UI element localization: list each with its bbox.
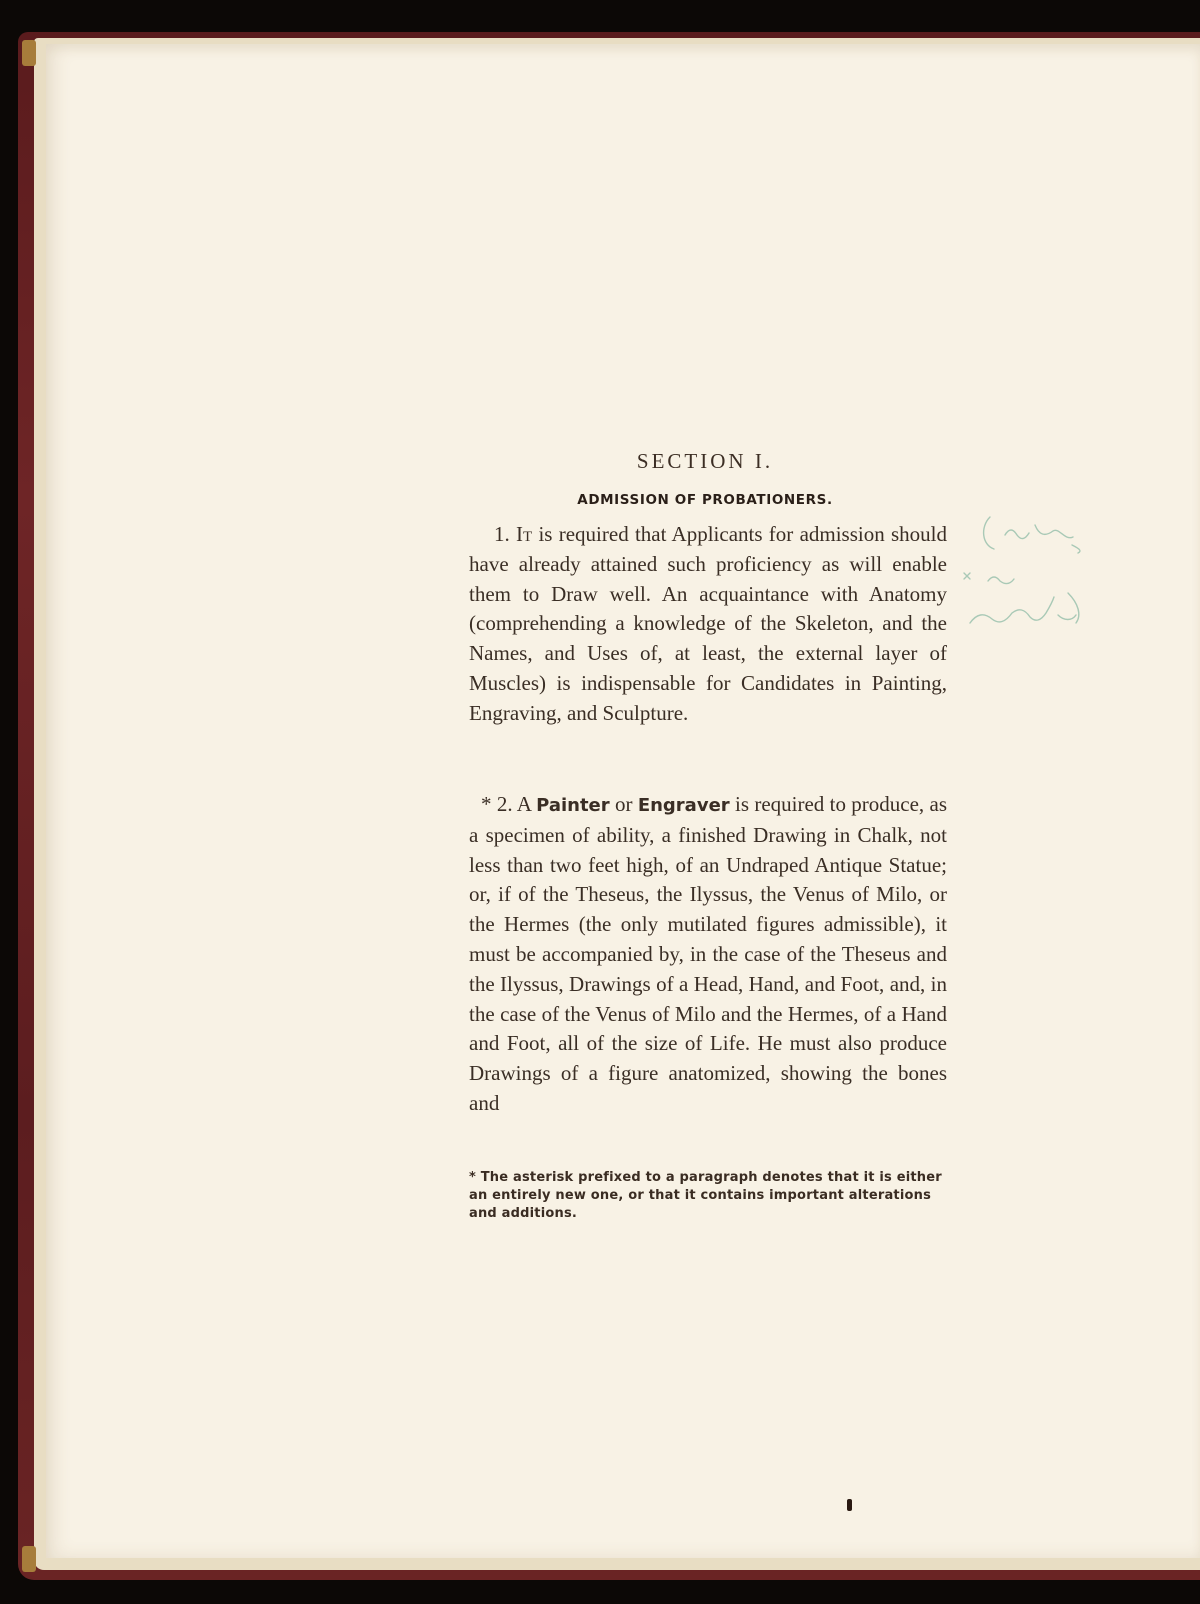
section-heading: SECTION I.: [636, 449, 774, 473]
footnote: * The asterisk prefixed to a paragraph denotes that it is either an entirely new one, or that it contains important alterations and additions.: [469, 1170, 942, 1221]
paragraph-1: [469, 520, 947, 729]
paragraph-2-text-a: A: [512, 792, 537, 816]
engraver-term: Engraver: [637, 795, 730, 816]
section-subheading: ADMISSION OF PROBATIONERS.: [577, 492, 833, 508]
paragraph-1-text: is required that Applicants for admission should have already attained such proficiency as will enable them to Draw well. An acquaintance with Anatomy (comprehending a knowledge of the Skeleton, and the Names, and Uses of, at least, the external layer of Muscles) is indispensable for Candidates in Painting, Engraving, and Sculpture.: [469, 522, 948, 725]
paragraph-2: [469, 790, 947, 1119]
paragraph-2-text-c: is required to produce, as a specimen of ability, a finished Drawing in Chalk, not less than two feet high, of an Undraped Antique Statue; or, if of the Theseus, the Ilyssus, the Venus of Milo, or the Hermes (the only mutilated figures admissible), it must be accompanied by, in the case of the Theseus and the Ilyssus, Drawings of a Head, Hand, and Foot, and, in the case of the Venus of Milo and the Hermes, of a Hand and Foot, all of the size of Life. He must also produce Drawings of a figure anatomized, showing the bones and: [469, 792, 948, 1115]
paragraph-1-number: 1.: [494, 522, 510, 546]
cover-corner-bottom: [22, 1546, 36, 1572]
paragraph-1-lead: It: [516, 522, 533, 546]
paragraph-2-marker: * 2.: [481, 792, 513, 816]
handwritten-pencil-notes: [950, 505, 1100, 665]
painter-term: Painter: [536, 795, 610, 816]
paragraph-2-text-b: or: [609, 792, 638, 816]
ink-mark: [847, 1499, 852, 1511]
cover-corner-top: [22, 40, 36, 66]
